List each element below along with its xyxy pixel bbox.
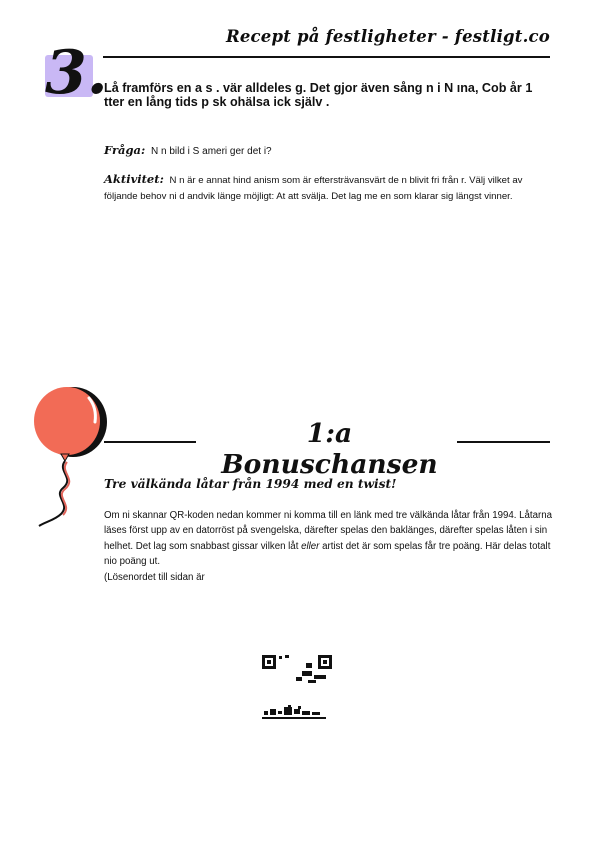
bonus-body xyxy=(104,508,552,585)
bonus-body-emphasis: eller xyxy=(301,540,320,552)
question-label: Fråga: xyxy=(104,143,146,157)
bonus-rule-right xyxy=(457,441,550,443)
activity-paragraph xyxy=(104,171,552,205)
activity-text: N n är e annat hind anism som är eftersträvansvärt de n blivit fri från r. Välj vilket av följande behov ni d andvik länge möjligt: At att svälja. Det lag me en som klarar sig längst vinner. xyxy=(104,175,523,202)
balloon-icon xyxy=(27,386,107,531)
step-number: 3. xyxy=(45,38,108,108)
intro-paragraph: Lå framförs en a s . vär alldeles g. Det gjor även sång n i N ına, Cob år 1 tter en lång tids p sk ohälsa ick själv . xyxy=(104,81,533,109)
header-rule xyxy=(103,56,550,58)
qr-code-icon[interactable] xyxy=(262,653,334,725)
bonus-rule-left xyxy=(104,441,196,443)
question-paragraph xyxy=(104,143,552,159)
header-title: Recept på festligheter - festligt.co xyxy=(225,27,550,46)
bonus-body-text: Om ni skannar QR-koden nedan kommer ni komma till en länk med tre välkända låtar från 1994. Låtarna läses först upp av en datorröst på svengelska, därefter spelas den baklänges, därefter spelas låten i sin helhet. Det lag som snabbast gissar vilken låt xyxy=(104,510,552,552)
bonus-subheading: Tre välkända låtar från 1994 med en twist! xyxy=(104,477,397,491)
activity-label: Aktivitet: xyxy=(104,172,164,186)
bonus-body-text-end: artist det är som spelas får tre poäng. Här delas totalt nio poäng ut. xyxy=(104,540,551,568)
password-note: (Lösenordet till sidan är xyxy=(104,571,205,583)
question-text: N n bild i S ameri ger det i? xyxy=(151,146,272,157)
bonus-heading: 1:a Bonuschansen xyxy=(221,418,438,480)
